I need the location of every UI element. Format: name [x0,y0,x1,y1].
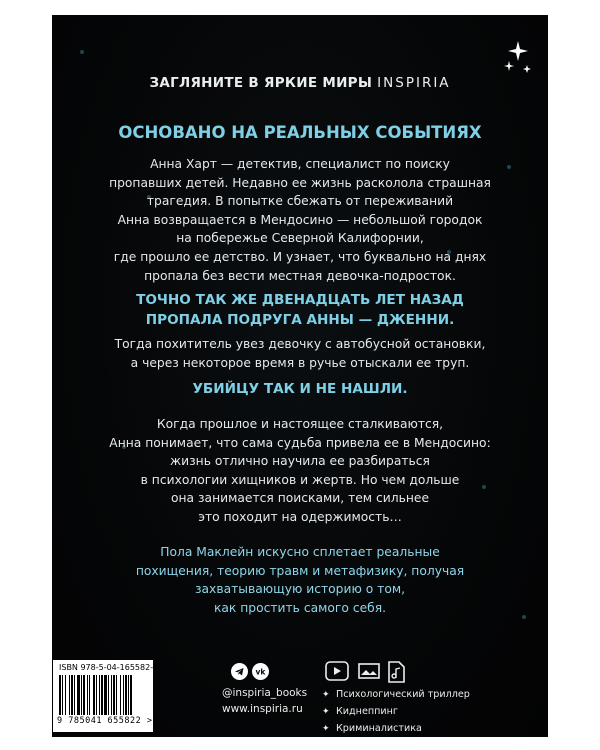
accent-line: ТОЧНО ТАК ЖЕ ДВЕНАДЦАТЬ ЛЕТ НАЗАД [136,292,464,308]
vk-icon[interactable] [252,663,269,680]
text-line: она занимается поисками, тем сильнее [170,491,430,506]
synopsis-paragraph-1 [74,155,526,285]
genre-list [322,686,470,737]
text-line: на побережье Северной Калифорнии, [176,231,424,246]
accent-line: ПРОПАЛА ПОДРУГА АННЫ — ДЖЕННИ. [145,312,455,328]
sparkle-bullet-icon: ✦ [322,724,330,734]
text-line: а через некоторое время в ручье отыскали ее труп. [130,355,470,370]
text-line: как простить самого себя. [213,600,387,615]
text-line: Анна понимает, что сама судьба привела ее в Мендосино: [109,435,491,450]
header-tagline: ЗАГЛЯНИТЕ В ЯРКИЕ МИРЫ [149,75,373,91]
website-link[interactable]: www.inspiria.ru [222,703,303,715]
text-line: Анна Харт — детектив, специалист по поиску [150,157,450,171]
genre-item [322,720,470,737]
accent-line: УБИЙЦУ ТАК И НЕ НАШЛИ. [192,381,408,397]
synopsis-paragraph-3 [74,415,526,527]
genre-label: Киднеппинг [336,706,398,717]
ebook-icon [359,664,379,678]
telegram-icon[interactable] [231,663,248,680]
closing-blurb [74,543,526,617]
text-line: пропавших детей. Недавно ее жизнь расколола страшная [109,175,491,190]
audiobook-icon [326,662,348,680]
barcode-digits: 9 785041 655822 > [57,716,153,726]
publisher-brand: INSPIRIA [377,75,451,91]
text-line: похищения, теорию травм и метафизику, получая [135,563,465,578]
text-line: Когда прошлое и настоящее сталкиваются, [156,417,444,431]
text-line: жизнь отлично научила ее разбираться [170,454,430,469]
bokeh-dot [80,50,84,54]
text-line: пропала без вести местная девочка-подросток. [144,268,456,283]
social-icons [231,663,271,683]
book-back-cover [52,15,548,737]
isbn-label: ISBN 978-5-04-165582-2 [59,663,159,672]
text-line: Пола Маклейн искусно сплетает реальные [160,545,440,559]
sparkle-bullet-icon: ✦ [322,690,330,700]
headline: ОСНОВАНО НА РЕАЛЬНЫХ СОБЫТИЯХ [118,123,482,142]
genre-label: Психологический триллер [336,689,470,700]
accent-statement-1 [52,290,548,330]
synopsis-paragraph-2 [74,335,526,372]
format-icons [325,660,415,684]
accent-statement-2 [52,379,548,399]
text-line: трагедия. В попытке сбежать от переживаний [146,194,454,209]
genre-item [322,703,470,720]
barcode-block [53,660,159,732]
social-handle[interactable]: @inspiria_books [222,687,308,699]
text-line: это походит на одержимость… [198,509,402,524]
publisher-header [52,75,548,91]
text-line: где прошло ее детство. И узнает, что буквально на днях [113,249,487,264]
genre-label: Криминалистика [336,723,422,734]
text-line: в психологии хищников и жертв. Но чем дольше [140,472,460,487]
text-line: захватывающую историю о том, [194,582,406,597]
barcode-icon [59,675,147,715]
text-line: Тогда похититель увез девочку с автобусной остановки, [114,337,486,351]
audio-file-icon [389,662,404,682]
sparkle-bullet-icon: ✦ [322,707,330,717]
genre-item [322,686,470,703]
sparkle-icon [500,37,536,77]
svg-text:vk: vk [255,667,266,677]
text-line: Анна возвращается в Мендосино — небольшой городок [117,212,483,227]
